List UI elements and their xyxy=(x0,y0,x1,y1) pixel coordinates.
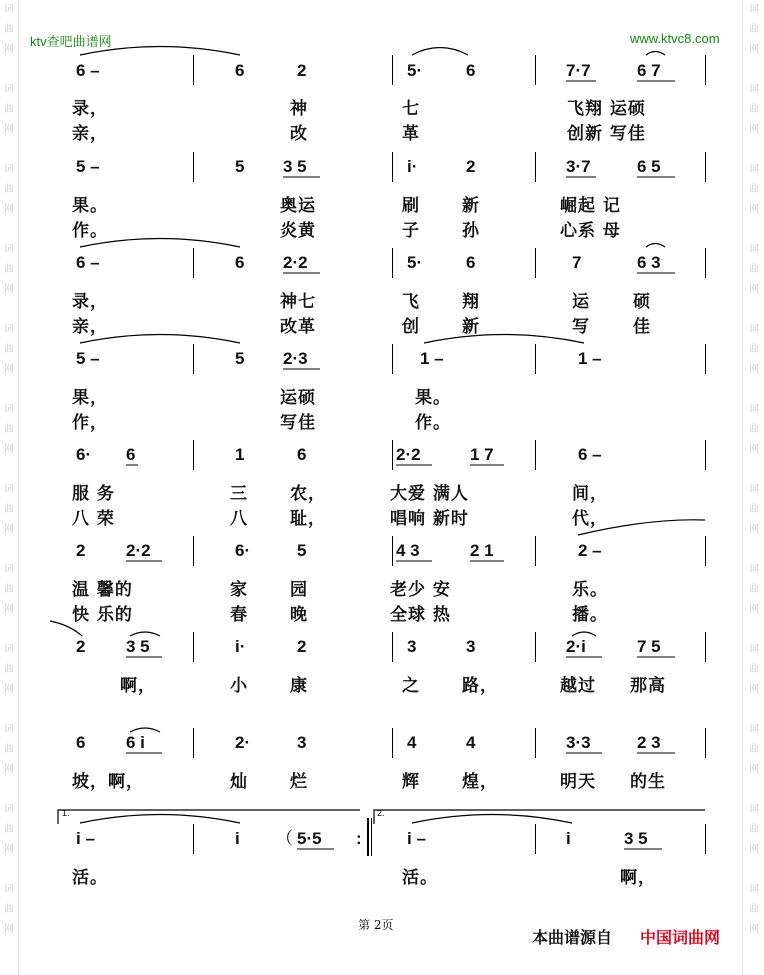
lyric: 路， xyxy=(462,676,498,696)
note: : xyxy=(356,829,362,848)
slur xyxy=(80,815,240,824)
note: 1 7 xyxy=(470,445,494,464)
note: 2·2 xyxy=(126,541,151,560)
slur xyxy=(50,621,82,636)
note: 2· xyxy=(235,733,251,752)
note: 3 xyxy=(407,637,417,656)
lyric: 录， xyxy=(72,292,108,312)
page-number: 第 2页 xyxy=(358,918,394,932)
slur xyxy=(412,48,468,56)
lyric: 孙 xyxy=(462,221,480,241)
lyric: 坡，啊， xyxy=(72,772,144,792)
lyric: 写 xyxy=(572,317,590,337)
lyric: 煌， xyxy=(462,772,498,792)
lyric: 亲， xyxy=(72,124,108,144)
lyric: 改革 xyxy=(280,317,316,337)
lyric: 八 荣 xyxy=(72,509,115,529)
note: i xyxy=(566,829,571,848)
note: i xyxy=(235,829,240,848)
note: 6· xyxy=(76,445,92,464)
lyric: 园 xyxy=(290,580,308,600)
lyric: 灿 xyxy=(230,772,248,792)
note: 1 – xyxy=(578,349,602,368)
lyric: 之 xyxy=(402,676,420,696)
lyric: 录， xyxy=(72,99,108,119)
note: 7·7 xyxy=(566,61,591,80)
lyric: 啊， xyxy=(120,676,156,696)
note: i – xyxy=(407,829,426,848)
lyric: 越过 xyxy=(560,676,596,696)
note: 3 5 xyxy=(624,829,648,848)
lyric: 刷 xyxy=(402,196,420,216)
lyric: 革 xyxy=(402,124,420,144)
lyric: 春 xyxy=(230,605,248,625)
lyric: 运 xyxy=(572,292,590,312)
lyric: 作， xyxy=(72,413,108,433)
note: 2 xyxy=(466,157,476,176)
lyric: 果。 xyxy=(415,388,451,408)
lyric: 创 xyxy=(402,317,420,337)
note: 6 xyxy=(235,61,245,80)
lyric: 啊， xyxy=(620,868,656,888)
note: 2 xyxy=(76,541,86,560)
note: 3·3 xyxy=(566,733,591,752)
lyric: 心系 母 xyxy=(560,221,621,241)
header-right-site[interactable]: www.ktvc8.com xyxy=(630,31,720,46)
note: 2·2 xyxy=(396,445,421,464)
note: 2 1 xyxy=(470,541,494,560)
lyric: 代， xyxy=(572,509,608,529)
lyric: 神 xyxy=(290,99,308,119)
lyric: 烂 xyxy=(290,772,308,792)
lyric: 农， xyxy=(290,484,326,504)
slur xyxy=(578,520,705,535)
note: 2 xyxy=(297,637,307,656)
slur xyxy=(80,47,240,56)
note: 5 xyxy=(235,157,245,176)
lyric: 飞翔 运硕 xyxy=(567,99,646,119)
note: 5·5 xyxy=(297,829,322,848)
note: 6 7 xyxy=(637,61,661,80)
volta-2-label: 2. xyxy=(377,808,385,818)
source-label: 本曲谱源自 xyxy=(532,928,613,947)
lyric: 唱响 新时 xyxy=(390,509,469,529)
lyric: 炎黄 xyxy=(280,221,316,241)
note: 2 – xyxy=(578,541,602,560)
note: 5 – xyxy=(76,349,100,368)
note: 2 3 xyxy=(637,733,661,752)
lyric: 三 xyxy=(230,484,248,504)
note: 6· xyxy=(235,541,251,560)
note: i· xyxy=(407,157,418,176)
lyric: 八 xyxy=(230,509,248,529)
note: 6 xyxy=(76,733,86,752)
lyric: 明天 xyxy=(560,772,596,792)
note: 5 xyxy=(297,541,307,560)
note: 5· xyxy=(407,253,423,272)
slur xyxy=(130,632,160,636)
note: i – xyxy=(76,829,95,848)
note: 7 5 xyxy=(637,637,661,656)
note: 3 xyxy=(297,733,307,752)
lyric: 大爱 满人 xyxy=(390,484,469,504)
note: 3 5 xyxy=(283,157,307,176)
source-site-link[interactable]: 中国词曲网 xyxy=(640,928,721,947)
note: 6 xyxy=(235,253,245,272)
lyric: 耻， xyxy=(290,509,326,529)
lyric: 晚 xyxy=(290,605,308,625)
volta-1-label: 1. xyxy=(62,808,70,818)
lyric: 七 xyxy=(402,99,420,119)
note: 1 – xyxy=(420,349,444,368)
note: 3 xyxy=(466,637,476,656)
slur xyxy=(80,239,240,248)
lyric: 果。 xyxy=(72,196,108,216)
lyric: 写佳 xyxy=(280,413,316,433)
right-watermark: 词 曲 网 词 曲 网 词 曲 网 词 曲 网 词 曲 网 词 曲 网 词 曲 网 词 曲 网 词 曲 网 词 曲 网 词 曲 网 词 曲 网 xyxy=(749,4,759,935)
note: 4 xyxy=(466,733,476,752)
note: 4 xyxy=(407,733,417,752)
lyric: 那高 xyxy=(630,676,666,696)
slur xyxy=(80,335,240,344)
note: 6 i xyxy=(126,733,145,752)
slur xyxy=(646,244,665,248)
volta-1-bracket xyxy=(58,810,360,824)
lyric: 活。 xyxy=(72,868,108,888)
note: 2 xyxy=(76,637,86,656)
note: 6 – xyxy=(76,253,100,272)
lyric: 神七 xyxy=(280,292,316,312)
note: i· xyxy=(235,637,246,656)
note: 1 xyxy=(235,445,245,464)
note: 6 – xyxy=(76,61,100,80)
lyric: 飞 xyxy=(402,292,420,312)
lyric: 改 xyxy=(290,124,308,144)
note: 2·3 xyxy=(283,349,308,368)
lyric: 果， xyxy=(72,388,108,408)
note: 6 – xyxy=(578,445,602,464)
note: 5· xyxy=(407,61,423,80)
slur xyxy=(646,52,665,56)
lyric: 间， xyxy=(572,484,608,504)
lyric: 奥运 xyxy=(280,196,316,216)
lyric: 温 馨的 xyxy=(72,580,133,600)
lyric: 快 乐的 xyxy=(72,605,133,625)
note: 6 xyxy=(126,445,136,464)
note: 5 xyxy=(235,349,245,368)
note: 3 5 xyxy=(126,637,150,656)
note: 2·2 xyxy=(283,253,308,272)
slur xyxy=(130,728,160,732)
note: 3·7 xyxy=(566,157,591,176)
note: 6 5 xyxy=(637,157,661,176)
lyric: 翔 xyxy=(462,292,480,312)
note: 7 xyxy=(572,253,582,272)
note: 2·i xyxy=(566,637,586,656)
lyric: 的生 xyxy=(630,772,666,792)
note: 2 xyxy=(297,61,307,80)
lyric: 崛起 记 xyxy=(560,196,621,216)
note: 6 xyxy=(466,253,476,272)
lyric: 全球 热 xyxy=(390,605,451,625)
header-left-site[interactable]: ktv查吧曲谱网 xyxy=(30,34,112,49)
lyric: 新 xyxy=(462,317,480,337)
lyric: 康 xyxy=(290,676,308,696)
note: 6 xyxy=(297,445,307,464)
lyric: 家 xyxy=(230,580,248,600)
lyric: 播。 xyxy=(572,605,608,625)
note: （ xyxy=(276,829,293,848)
lyric: 硕 xyxy=(633,292,651,312)
lyric: 作。 xyxy=(415,413,451,433)
lyric: 子 xyxy=(402,221,420,241)
lyric: 辉 xyxy=(402,772,420,792)
note: 5 – xyxy=(76,157,100,176)
lyric: 服 务 xyxy=(72,484,115,504)
note: 6 3 xyxy=(637,253,661,272)
lyric: 新 xyxy=(462,196,480,216)
lyric: 运硕 xyxy=(280,388,316,408)
slur xyxy=(424,335,584,344)
lyric: 活。 xyxy=(402,868,438,888)
slur xyxy=(572,632,596,636)
lyric: 作。 xyxy=(72,221,108,241)
lyric: 创新 写佳 xyxy=(567,124,646,144)
note: 4 3 xyxy=(396,541,420,560)
lyric: 亲， xyxy=(72,317,108,337)
slur xyxy=(412,815,572,824)
note: 6 xyxy=(466,61,476,80)
lyric: 老少 安 xyxy=(390,580,451,600)
lyric: 小 xyxy=(230,676,248,696)
left-watermark: 词 曲 网 词 曲 网 词 曲 网 词 曲 网 词 曲 网 词 曲 网 词 曲 网 词 曲 网 词 曲 网 词 曲 网 词 曲 网 词 曲 网 xyxy=(4,4,14,935)
lyric: 佳 xyxy=(633,317,651,337)
lyric: 乐。 xyxy=(572,580,608,600)
